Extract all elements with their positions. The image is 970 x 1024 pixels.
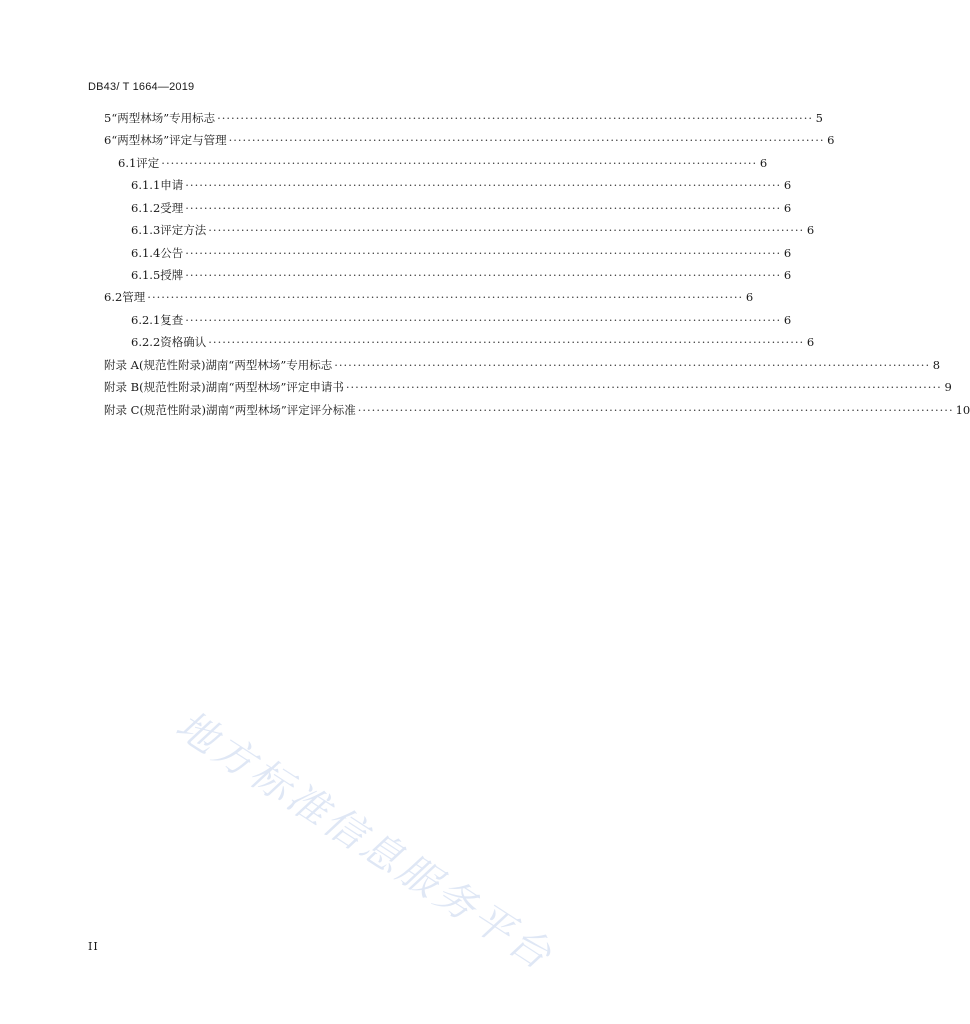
toc-entry-page: 8 bbox=[932, 358, 941, 372]
dot-leader: ································································································································ bbox=[228, 133, 825, 147]
toc-entry-number: 附录 A(规范性附录) bbox=[104, 358, 206, 372]
toc-entry-page: 6 bbox=[783, 178, 792, 192]
toc-entry-title: 公告 bbox=[160, 246, 184, 260]
dot-leader: ································································································································ bbox=[185, 268, 782, 282]
toc-entry-page: 6 bbox=[745, 290, 754, 304]
toc-entry[interactable] bbox=[104, 109, 823, 127]
toc-entry[interactable] bbox=[104, 131, 835, 149]
toc-entry[interactable] bbox=[131, 221, 815, 239]
toc-entry-title: 评定方法 bbox=[160, 223, 207, 237]
toc-entry[interactable] bbox=[104, 356, 941, 374]
dot-leader: ································································································································ bbox=[161, 156, 758, 170]
toc-entry[interactable] bbox=[118, 154, 768, 172]
watermark: 地方标准信息服务平台 bbox=[167, 702, 562, 981]
toc-entry-number: 6.1.5 bbox=[131, 268, 161, 282]
toc-entry[interactable] bbox=[131, 266, 792, 284]
toc-entry-title: 湖南“两型林场”评定评分标准 bbox=[205, 403, 356, 417]
toc-entry-title: 湖南“两型林场”评定申请书 bbox=[205, 380, 344, 394]
toc-entry-page: 9 bbox=[944, 380, 952, 394]
dot-leader: ································································································································ bbox=[185, 313, 782, 327]
toc-entry[interactable] bbox=[104, 288, 754, 306]
dot-leader: ································································································································ bbox=[147, 290, 744, 304]
toc-entry-page: 6 bbox=[783, 246, 792, 260]
toc-entry[interactable] bbox=[131, 244, 792, 262]
toc-entry-title: “两型林场”专用标志 bbox=[111, 111, 216, 125]
toc-entry-page: 6 bbox=[806, 335, 815, 349]
toc-entry[interactable] bbox=[131, 199, 792, 217]
toc-entry-page: 6 bbox=[783, 201, 792, 215]
toc-entry-title: 申请 bbox=[160, 178, 184, 192]
toc-entry-page: 10 bbox=[955, 403, 970, 417]
toc-entry-number: 6.1 bbox=[118, 156, 137, 170]
toc-entry[interactable] bbox=[104, 378, 952, 396]
toc-entry-number: 附录 C(规范性附录) bbox=[104, 403, 206, 417]
toc-entry-page: 6 bbox=[783, 313, 792, 327]
toc-entry-title: 湖南“两型林场”专用标志 bbox=[205, 358, 333, 372]
toc-entry-page: 6 bbox=[827, 133, 835, 147]
dot-leader: ································································································································ bbox=[208, 223, 805, 237]
page-number: II bbox=[88, 940, 99, 953]
document-code-header: DB43/ T 1664—2019 bbox=[88, 81, 195, 93]
toc-entry-number: 6.2.2 bbox=[131, 335, 161, 349]
toc-entry-number: 6.1.3 bbox=[131, 223, 161, 237]
toc-entry-number: 6.1.4 bbox=[131, 246, 161, 260]
toc-entry-page: 6 bbox=[783, 268, 792, 282]
dot-leader: ································································································································ bbox=[185, 178, 782, 192]
toc-entry[interactable] bbox=[104, 401, 970, 419]
toc-entry-title: 复查 bbox=[160, 313, 184, 327]
toc-entry-number: 6.1.1 bbox=[131, 178, 161, 192]
toc-entry-page: 6 bbox=[806, 223, 815, 237]
dot-leader: ································································································································ bbox=[334, 358, 931, 372]
toc-entry-title: 受理 bbox=[160, 201, 184, 215]
toc-entry-title: 管理 bbox=[122, 290, 146, 304]
toc-entry-number: 6.2.1 bbox=[131, 313, 161, 327]
toc-entry-number: 6.1.2 bbox=[131, 201, 161, 215]
dot-leader: ································································································································ bbox=[185, 201, 782, 215]
toc-entry-page: 5 bbox=[815, 111, 823, 125]
dot-leader: ································································································································ bbox=[217, 111, 813, 125]
dot-leader: ································································································································ bbox=[345, 380, 942, 394]
dot-leader: ································································································································ bbox=[357, 403, 954, 417]
toc-entry-title: 评定 bbox=[136, 156, 160, 170]
toc-entry[interactable] bbox=[131, 311, 792, 329]
toc-entry-title: 授牌 bbox=[160, 268, 184, 282]
toc-entry[interactable] bbox=[131, 176, 792, 194]
toc-entry-title: 资格确认 bbox=[160, 335, 207, 349]
toc-entry-number: 6.2 bbox=[104, 290, 123, 304]
toc-entry-number: 附录 B(规范性附录) bbox=[104, 380, 206, 394]
toc-entry-number: 6 bbox=[104, 133, 112, 147]
toc-entry-page: 6 bbox=[759, 156, 768, 170]
toc-entry-number: 5 bbox=[104, 111, 112, 125]
dot-leader: ································································································································ bbox=[185, 246, 782, 260]
toc-entry-title: “两型林场”评定与管理 bbox=[111, 133, 227, 147]
dot-leader: ································································································································ bbox=[208, 335, 805, 349]
toc-entry[interactable] bbox=[131, 333, 815, 351]
